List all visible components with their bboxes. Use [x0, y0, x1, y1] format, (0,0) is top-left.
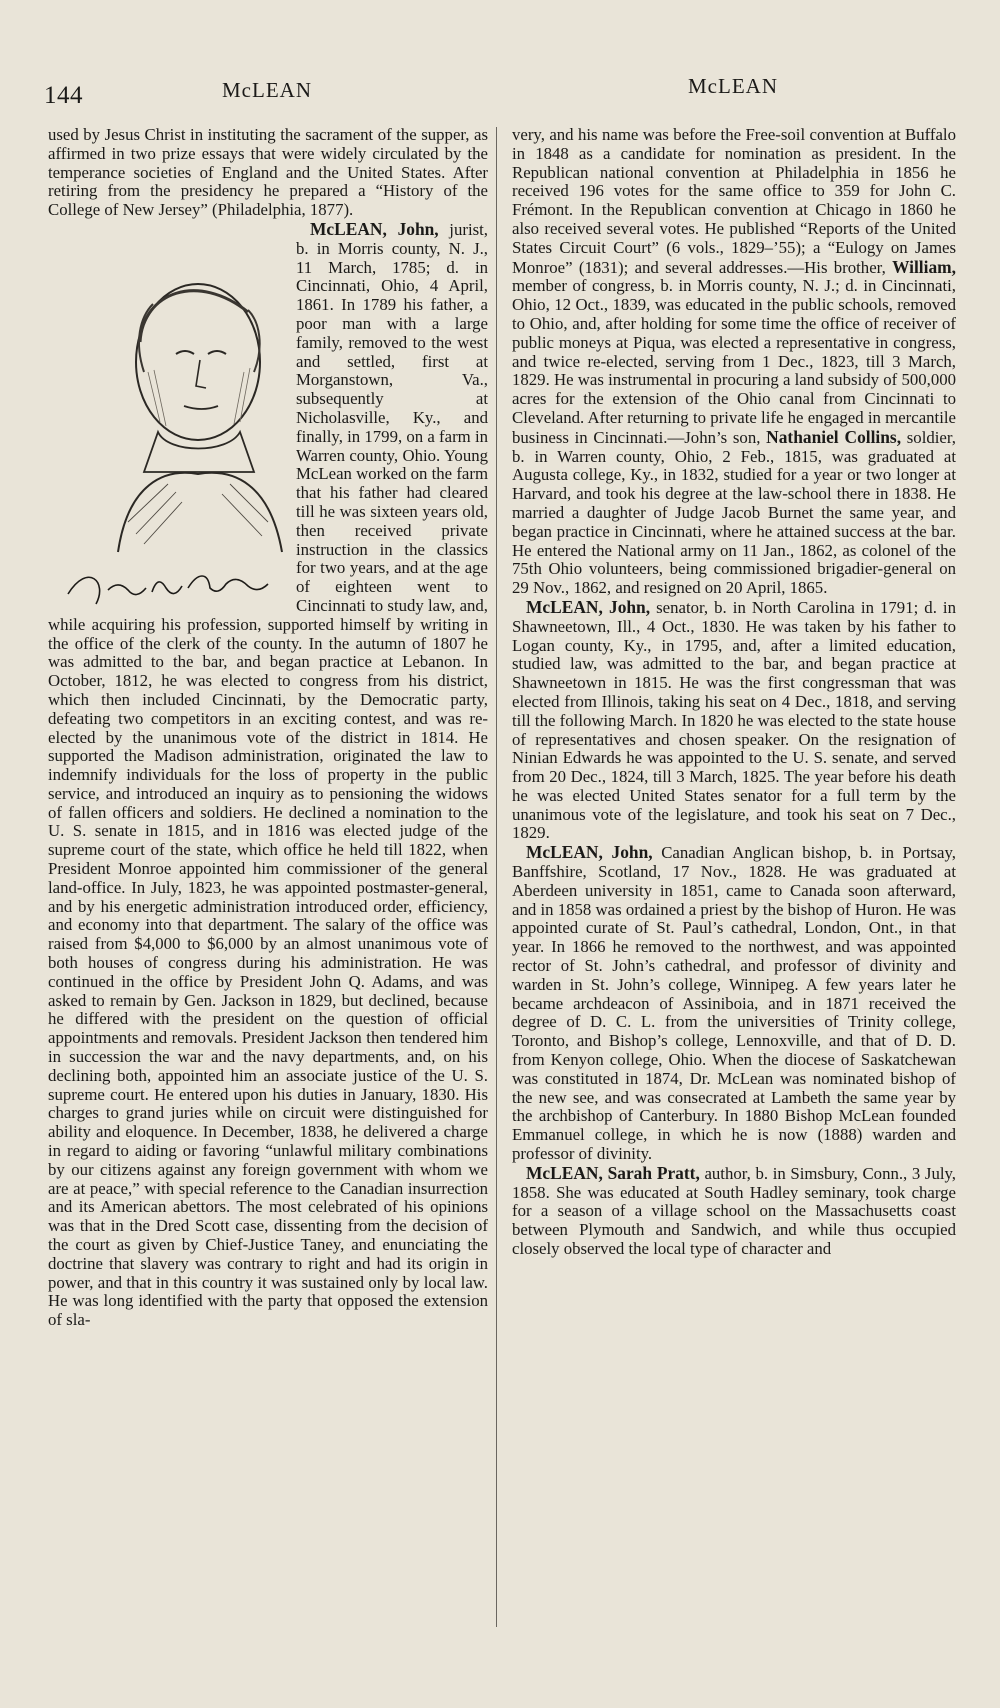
- entry-text: author, b. in Simsbury, Conn., 3 July, 1858. She was educated at South Hadley seminary, took charge for a season of a village school on the Massachusetts coast between Plymouth and Sandwich, and while thus occupied closely observed the local type of character and: [512, 1163, 956, 1259]
- continuation-paragraph: used by Jesus Christ in instituting the sacrament of the supper, as affirmed in two prize essays that were widely circulated by the temperance societies of England and the United States. After retiring from the presidency he prepared a “History of the College of New Jersey” (Philadelphia, 1877).: [48, 125, 488, 220]
- headword: McLEAN, John,: [526, 842, 653, 863]
- headword: Nathaniel Collins,: [766, 426, 902, 447]
- signature-graphic: [68, 577, 182, 604]
- page-number: 144: [44, 82, 83, 109]
- portrait-illustration: [48, 222, 286, 610]
- text-run: very, and his name was before the Free-soil convention at Buffalo in 1848 as a candidate for nomination as president. In the Republican national convention at Philadelphia in 1856 he received 196 votes for the same office to 359 for John C. Frémont. In the Republican convention at Chicago in 1860 he also received several votes. He published “Reports of the United States Circuit Court” (6 vols., 1829–’55); a “Eulogy on James Monroe” (1831); and several addresses.—His brother,: [512, 125, 956, 277]
- text-run: soldier, b. in Warren county, Ohio, 2 Feb., 1815, was graduated at Augusta college, Ky., in 1832, studied for a year or two longer at Harvard, and took his degree at the law-school there in 1838. He married a daughter of Judge Jacob Burnet the same year, and began practice in Cincinnati, where he attained success at the bar. He entered the National army on 11 Jan., 1862, as colonel of the 75th Ohio volunteers, being commissioned brigadier-general on 29 Nov., 1862, and resigned on 20 April, 1865.: [512, 427, 956, 598]
- headword: McLEAN, John,: [526, 596, 651, 617]
- entry-john-mclean-senator: [512, 598, 956, 843]
- headword: McLEAN, Sarah Pratt,: [526, 1162, 700, 1183]
- running-head-left: McLEAN: [222, 78, 312, 102]
- continuation-paragraph: [512, 126, 956, 598]
- entry-john-mclean-bishop: [512, 843, 956, 1164]
- headword: McLEAN, John,: [310, 218, 439, 239]
- entry-sarah-pratt-mclean: [512, 1164, 956, 1259]
- headword: William,: [892, 256, 956, 277]
- entry-text: senator, b. in North Carolina in 1791; d. in Shawneetown, Ill., 4 Oct., 1830. He was taken by his father to Logan county, Ky., in 1795, and, after a limited education, studied law, was admitted to the bar, and began practice at Shawneetown in 1815. He was the first congressman that was elected from Illinois, taking his seat on 4 Dec., 1818, and serving till the following March. In 1820 he was elected to the state house of representatives and chosen speaker. On the resignation of Ninian Edwards he was appointed to the U. S. senate, and served from 20 Dec., 1824, till 3 March, 1825. The year before his death he was elected United States senator for a full term by the unanimous vote of the legislature, and took his seat on 7 Dec., 1829.: [512, 597, 956, 843]
- right-column: [512, 126, 956, 1259]
- portrait-engraving: [48, 222, 286, 610]
- running-head: [0, 70, 1000, 110]
- entry-text: Canadian Anglican bishop, b. in Portsay, Banffshire, Scotland, 17 Nov., 1828. He was graduated at Aberdeen university in 1851, came to Canada soon afterward, and in 1858 was ordained a priest by the bishop of Huron. He was appointed curate of St. Paul’s cathedral, London, Ont., in that year. In 1866 he removed to the northwest, and was appointed rector of St. John’s cathedral, and professor of divinity and warden in St. John’s college, Winnipeg. A few years later he became archdeacon of Assiniboia, and in 1871 received the degree of D. C. L. from the universities of Trinity college, Toronto, and Bishop’s college, Lennoxville, and that of D. D. from Kenyon college, Ohio. When the diocese of Saskatchewan was constituted in 1874, Dr. McLean was nominated bishop of the new see, and was consecrated at Lambeth the same year by the archbishop of Canterbury. In 1880 Bishop McLean founded Emmanuel college, in which he is now (1888) warden and professor of divinity.: [512, 843, 957, 1164]
- running-head-right: McLEAN: [688, 74, 778, 98]
- column-divider: [496, 127, 497, 1627]
- entry-text: jurist, b. in Morris county, N. J., 11 March, 1785; d. in Cincinnati, Ohio, 4 April, 1861. In 1789 his father, a poor man with a large family, removed to the west and settled, first at Morganstown, Va., subsequently at Nicholasville, Ky., and finally, in 1799, on a farm in Warren county, Ohio. Young McLean worked on the farm that his father had cleared till he was sixteen years old, then received private instruction in the classics for two years, and at the age of eighteen went to Cincinnati to study law, and, while acquiring his profession, supported himself by writing in the office of the clerk of the county. In the autumn of 1807 he was admitted to the bar, and began practice at Lebanon. In October, 1812, he was elected to congress from his district, which then included Cincinnati, by the Democratic party, defeating two competitors in an exciting contest, and was re-elected by the unanimous vote of the district in 1814. He supported the Madison administration, originated the law to indemnify individuals for the loss of property in the public service, and introduced an inquiry as to pensioning the widows of fallen officers and soldiers. He declined a nomination to the U. S. senate in 1815, and in 1816 was elected judge of the supreme court of the state, which office he held till 1822, when President Monroe appointed him commissioner of the general land-office. In July, 1823, he was appointed postmaster-general, and by his energetic administration introduced order, efficiency, and economy into that department. The salary of the office was raised from $4,000 to $6,000 by an almost unanimous vote of both houses of congress during his administration. He was continued in the office by President John Q. Adams, and was asked to remain by Gen. Jackson in 1829, but declined, because he differed with the president on the question of official appointments and removals. President Jackson then tendered him in succession the war and the navy departments, and, on his declining both, appointed him an associate justice of the U. S. supreme court. He entered upon his duties in January, 1830. His charges to grand juries while on circuit were distinguished for ability and eloquence. In December, 1838, he delivered a charge in regard to aiding or favoring “unlawful military combinations by our citizens against any foreign government with whom we are at peace,” with special reference to the Canadian insurrection and its American abettors. The most celebrated of his opinions was that in the Dred Scott case, dissenting from the decision of the court as given by Chief-Justice Taney, and enunciating the doctrine that slavery was contrary to right and had its origin in power, and that in this country it was sustained only by local law. He was long identified with the party that opposed the extension of sla-: [48, 219, 488, 1330]
- left-column: [48, 126, 488, 1330]
- text-run: member of congress, b. in Morris county, N. J.; d. in Cincinnati, Ohio, 12 Oct., 1839, was educated in the public schools, removed to Ohio, and, after holding for some time the office of receiver of public moneys at Piqua, was elected a representative in congress, and twice re-elected, serving from 1 Dec., 1823, till 3 March, 1829. He was instrumental in procuring a land subsidy of 500,000 acres for the extension of the Ohio canal from Cincinnati to Cleveland. After returning to private life he engaged in mercantile business in Cincinnati.—John’s son,: [512, 276, 956, 447]
